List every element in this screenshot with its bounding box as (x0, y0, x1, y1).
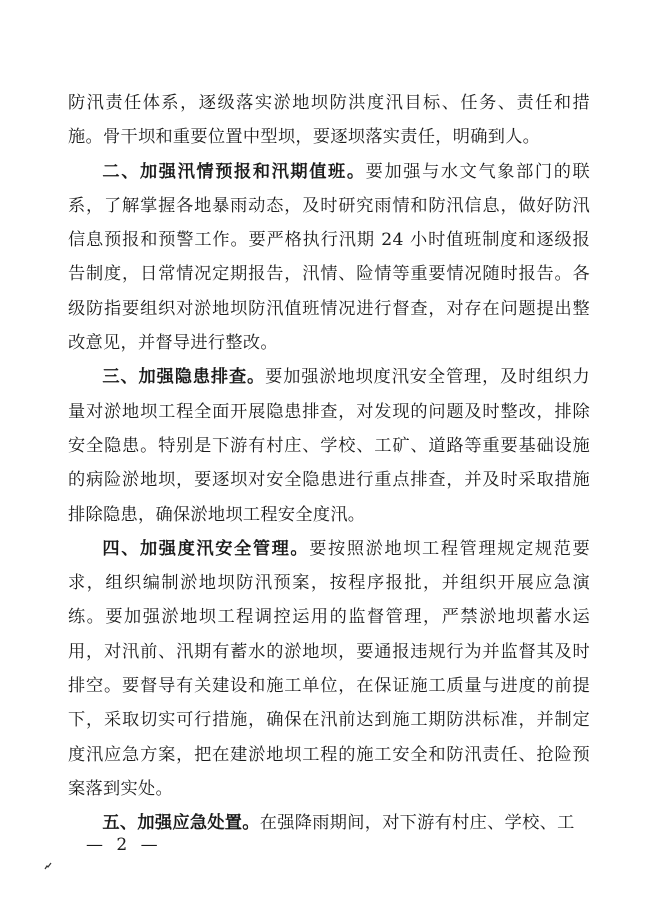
page-number: — 2 — (86, 835, 162, 855)
paragraph-body: 要按照淤地坝工程管理规定规范要求，组织编制淤地坝防汛预案，按程序报批，并组织开展应急演练。要加强淤地坝工程调控运用的监督管理，严禁淤地坝蓄水运用，对汛前、汛期有蓄水的淤地坝，要通报违规行为并监督其及时排空。要督导有关建设和施工单位，在保证施工质量与进度的前提下，采取切实可行措施，确保在汛前达到施工期防洪标准，并制定度汛应急方案，把在建淤地坝工程的施工安全和防汛责任、抢险预案落到实处。 (68, 538, 590, 799)
section-heading: 三、加强隐患排查。 (102, 367, 266, 388)
paragraph-body: 防汛责任体系，逐级落实淤地坝防洪度汛目标、任务、责任和措施。骨干坝和重要位置中型坝，要逐坝落实责任，明确到人。 (68, 93, 590, 148)
paragraph-body: 在强降雨期间，对下游有村庄、学校、工 (259, 813, 575, 834)
section-heading: 四、加强度汛安全管理。 (102, 538, 310, 559)
paragraph-continuation (68, 86, 590, 155)
paragraph-body: 要加强与水文气象部门的联系，了解掌握各地暴雨动态，及时研究雨情和防汛信息，做好防汛信息预报和预警工作。要严格执行汛期 24 小时值班制度和逐级报告制度，日常情况定期报告，汛情、险情等重要情况随时报告。各级防指要组织对淤地坝防汛值班情况进行督查，对存在问题提出整改意见，并督导进行整改。 (68, 161, 590, 354)
paragraph-section-2 (68, 155, 590, 361)
paragraph-section-4 (68, 532, 590, 806)
document-body (68, 86, 590, 841)
section-heading: 五、加强应急处置。 (102, 813, 260, 834)
scan-mark-icon (44, 862, 52, 870)
section-heading: 二、加强汛情预报和汛期值班。 (102, 161, 366, 182)
paragraph-body: 要加强淤地坝度汛安全管理，及时组织力量对淤地坝工程全面开展隐患排查，对发现的问题及时整改，排除安全隐患。特别是下游有村庄、学校、工矿、道路等重要基础设施的病险淤地坝，要逐坝对安全隐患进行重点排查，并及时采取措施排除隐患，确保淤地坝工程安全度汛。 (68, 367, 590, 525)
paragraph-section-3 (68, 360, 590, 531)
